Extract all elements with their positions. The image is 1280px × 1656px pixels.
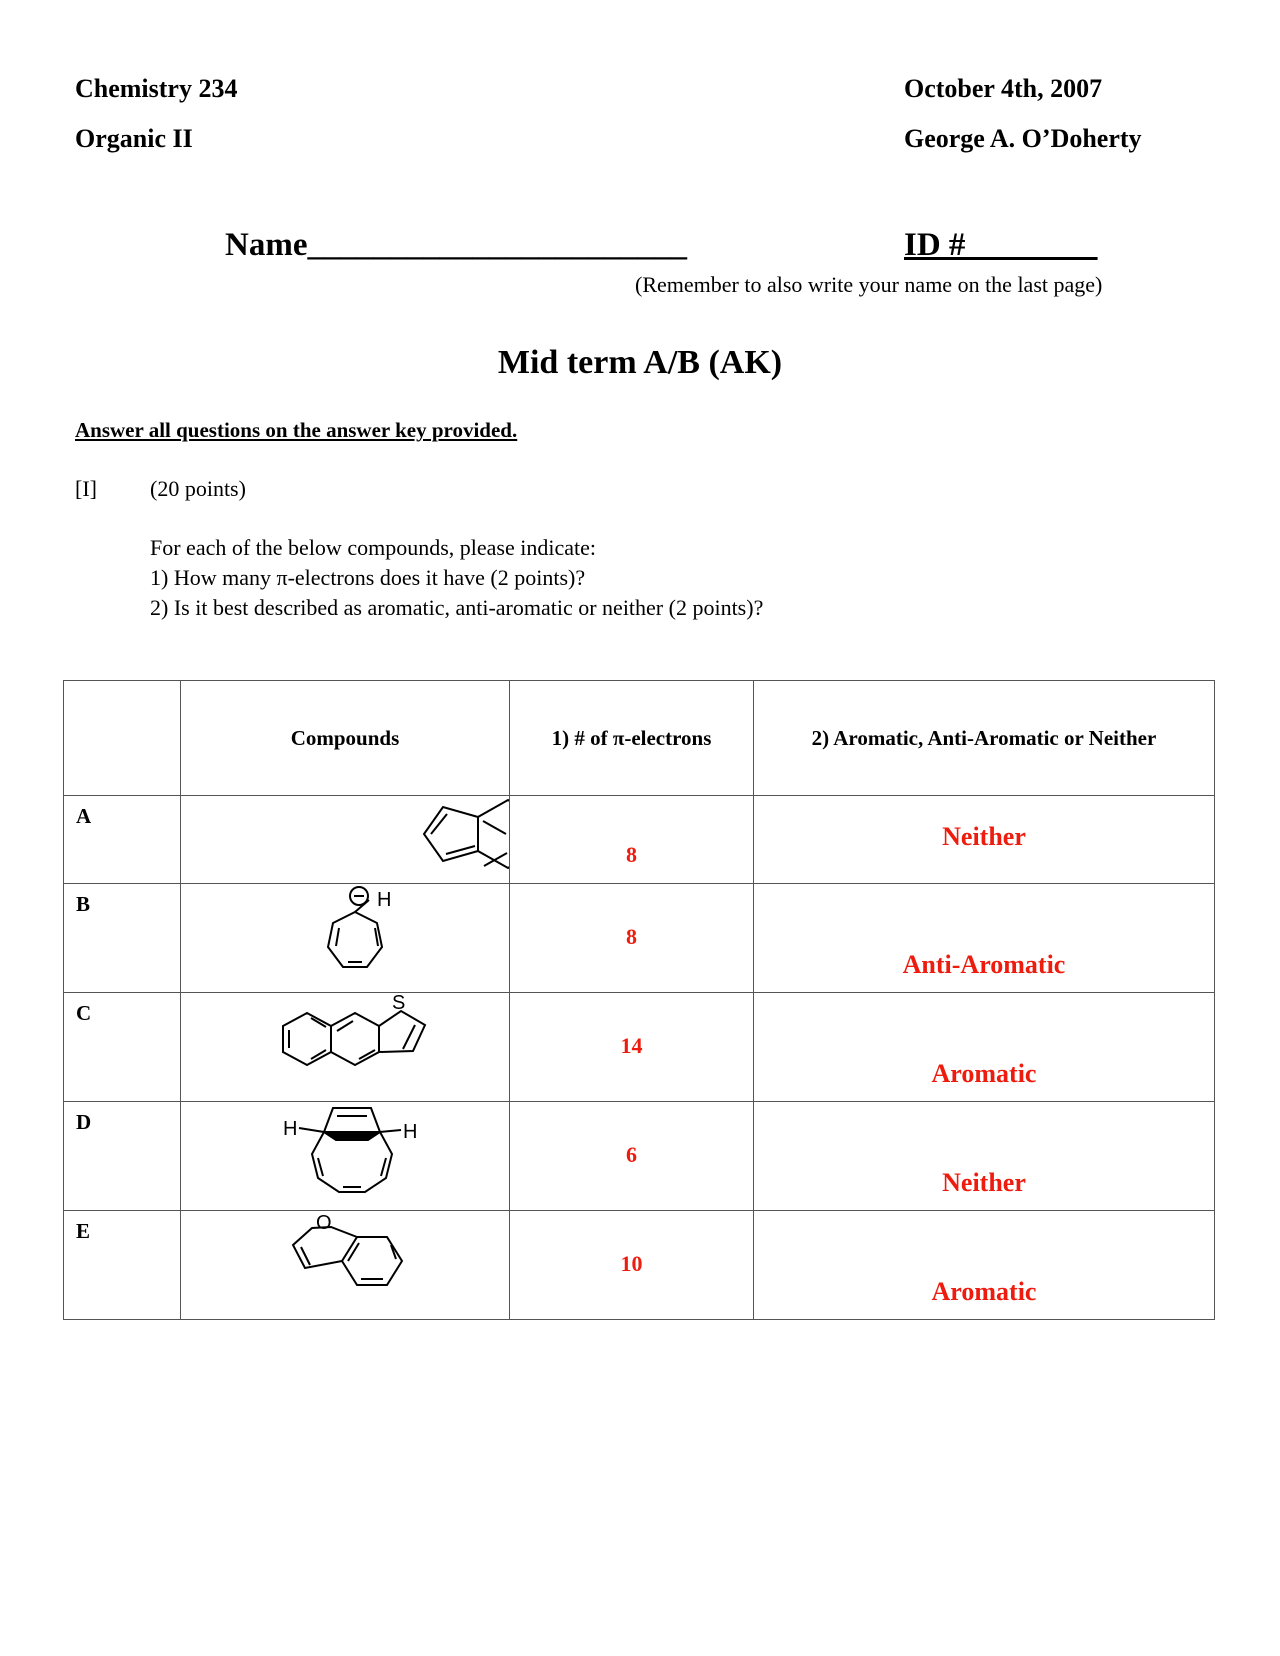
compound-a-drawing [181, 796, 509, 884]
aromaticity-answer: Aromatic [931, 1277, 1037, 1306]
aromaticity-cell [754, 796, 1215, 884]
compound-d-drawing [181, 1102, 509, 1211]
aromaticity-cell [754, 884, 1215, 993]
atom-label: O [316, 1212, 332, 1234]
course-subtitle: Organic II [75, 124, 193, 153]
compound-e-drawing [181, 1211, 509, 1320]
course-title: Chemistry 234 [75, 74, 238, 103]
exam-title: Mid term A/B (AK) [497, 344, 783, 381]
aromaticity-answer: Aromatic [931, 1059, 1037, 1088]
compound-structure-a [181, 796, 510, 884]
id-field-label[interactable]: ID #________ [904, 227, 1098, 263]
header-pi-electrons: 1) # of π-electrons [510, 681, 754, 796]
aromaticity-answer: Neither [942, 822, 1026, 851]
compound-structure-b [181, 884, 510, 993]
atom-label: H [283, 1118, 298, 1140]
question-intro: For each of the below compounds, please indicate: [150, 535, 596, 560]
pi-electron-count: 6 [626, 1142, 637, 1167]
pi-electrons-cell [510, 884, 754, 993]
pi-electrons-cell [510, 1211, 754, 1320]
question-number: [I] [75, 476, 97, 501]
compound-structure-e [181, 1211, 510, 1320]
question-item-1: 1) How many π-electrons does it have (2 points)? [150, 565, 586, 590]
compound-b-drawing [181, 884, 509, 993]
row-letter: C [64, 993, 181, 1102]
name-field-label[interactable]: Name_______________________ [225, 227, 687, 263]
aromaticity-cell [754, 1102, 1215, 1211]
pi-electrons-cell [510, 993, 754, 1102]
compound-table [63, 680, 1215, 1320]
aromaticity-cell [754, 993, 1215, 1102]
pi-electron-count: 10 [620, 1251, 643, 1276]
pi-electrons-cell [510, 796, 754, 884]
aromaticity-answer: Neither [942, 1168, 1026, 1197]
exam-date: October 4th, 2007 [904, 74, 1103, 103]
table-row [64, 1211, 1215, 1320]
instructions: Answer all questions on the answer key provided. [75, 418, 518, 442]
compound-structure-d [181, 1102, 510, 1211]
row-letter: D [64, 1102, 181, 1211]
atom-label: H [377, 889, 392, 911]
pi-electrons-cell [510, 1102, 754, 1211]
row-letter: B [64, 884, 181, 993]
atom-label: H [403, 1121, 418, 1143]
compound-c-drawing [181, 993, 509, 1102]
table-row [64, 1102, 1215, 1211]
compound-structure-c [181, 993, 510, 1102]
pi-electron-count: 14 [620, 1033, 643, 1058]
pi-electron-count: 8 [626, 924, 637, 949]
question-points: (20 points) [150, 476, 246, 501]
table-row [64, 884, 1215, 993]
row-letter: A [64, 796, 181, 884]
question-text [150, 533, 763, 623]
header-compounds: Compounds [181, 681, 510, 796]
aromaticity-answer: Anti-Aromatic [902, 950, 1066, 979]
table-row [64, 796, 1215, 884]
question-item-2: 2) Is it best described as aromatic, anti-aromatic or neither (2 points)? [150, 595, 764, 620]
header-blank [64, 681, 181, 796]
instructor-name: George A. O’Doherty [904, 124, 1142, 153]
row-letter: E [64, 1211, 181, 1320]
header-aromaticity: 2) Aromatic, Anti-Aromatic or Neither [754, 681, 1215, 796]
pi-electron-count: 8 [626, 842, 637, 867]
aromaticity-cell [754, 1211, 1215, 1320]
reminder-note: (Remember to also write your name on the last page) [635, 272, 1103, 297]
atom-label: S [392, 993, 406, 1014]
table-row [64, 993, 1215, 1102]
table-header-row [64, 681, 1215, 796]
